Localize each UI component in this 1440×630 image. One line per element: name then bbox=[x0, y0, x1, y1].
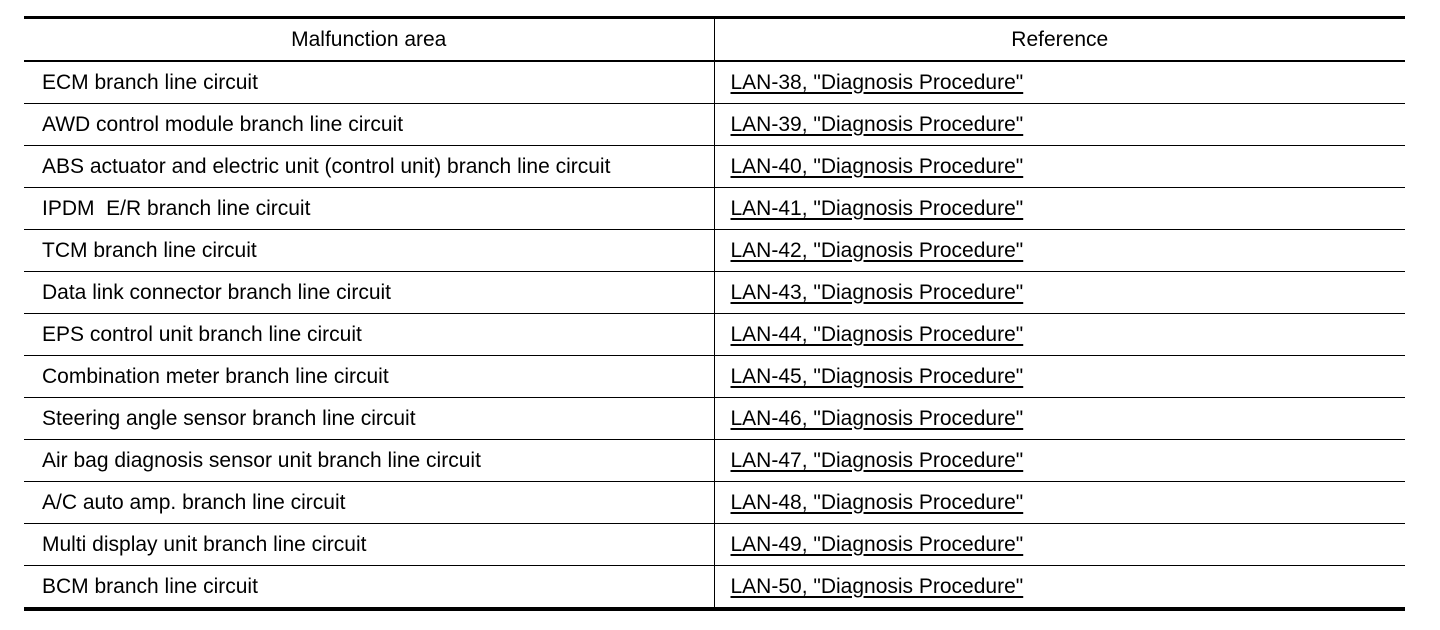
reference-cell bbox=[714, 482, 1405, 524]
reference-link[interactable]: LAN-49, "Diagnosis Procedure" bbox=[730, 532, 1024, 556]
reference-link[interactable]: LAN-39, "Diagnosis Procedure" bbox=[730, 112, 1024, 136]
diagnosis-reference-table-container bbox=[24, 16, 1405, 611]
malfunction-area-cell: Combination meter branch line circuit bbox=[24, 356, 714, 398]
table-row bbox=[24, 104, 1405, 146]
malfunction-area-cell: Multi display unit branch line circuit bbox=[24, 524, 714, 566]
reference-link[interactable]: LAN-47, "Diagnosis Procedure" bbox=[730, 448, 1024, 472]
reference-link[interactable]: LAN-44, "Diagnosis Procedure" bbox=[730, 322, 1024, 346]
reference-link[interactable]: LAN-48, "Diagnosis Procedure" bbox=[730, 490, 1024, 514]
reference-link[interactable]: LAN-43, "Diagnosis Procedure" bbox=[730, 280, 1024, 304]
malfunction-area-cell: ECM branch line circuit bbox=[24, 61, 714, 104]
reference-link[interactable]: LAN-46, "Diagnosis Procedure" bbox=[730, 406, 1024, 430]
table-row bbox=[24, 356, 1405, 398]
reference-cell bbox=[714, 104, 1405, 146]
column-header-malfunction-area: Malfunction area bbox=[24, 18, 714, 62]
table-row bbox=[24, 440, 1405, 482]
malfunction-area-cell: AWD control module branch line circuit bbox=[24, 104, 714, 146]
reference-cell bbox=[714, 272, 1405, 314]
table-body bbox=[24, 61, 1405, 609]
table-row bbox=[24, 230, 1405, 272]
table-row bbox=[24, 482, 1405, 524]
malfunction-area-cell: Data link connector branch line circuit bbox=[24, 272, 714, 314]
reference-link[interactable]: LAN-41, "Diagnosis Procedure" bbox=[730, 196, 1024, 220]
table-row bbox=[24, 314, 1405, 356]
reference-cell bbox=[714, 188, 1405, 230]
malfunction-area-cell: Steering angle sensor branch line circuit bbox=[24, 398, 714, 440]
malfunction-area-cell: IPDM E/R branch line circuit bbox=[24, 188, 714, 230]
malfunction-area-cell: EPS control unit branch line circuit bbox=[24, 314, 714, 356]
reference-cell bbox=[714, 146, 1405, 188]
reference-cell bbox=[714, 566, 1405, 610]
malfunction-area-cell: TCM branch line circuit bbox=[24, 230, 714, 272]
table-header-row bbox=[24, 18, 1405, 62]
column-header-reference: Reference bbox=[714, 18, 1405, 62]
malfunction-area-cell: A/C auto amp. branch line circuit bbox=[24, 482, 714, 524]
reference-cell bbox=[714, 524, 1405, 566]
reference-cell bbox=[714, 398, 1405, 440]
malfunction-area-cell: Air bag diagnosis sensor unit branch line circuit bbox=[24, 440, 714, 482]
reference-cell bbox=[714, 230, 1405, 272]
table-header bbox=[24, 18, 1405, 62]
reference-link[interactable]: LAN-42, "Diagnosis Procedure" bbox=[730, 238, 1024, 262]
table-row bbox=[24, 566, 1405, 610]
reference-link[interactable]: LAN-45, "Diagnosis Procedure" bbox=[730, 364, 1024, 388]
diagnosis-reference-table bbox=[24, 16, 1405, 611]
reference-link[interactable]: LAN-40, "Diagnosis Procedure" bbox=[730, 154, 1024, 178]
malfunction-area-cell: ABS actuator and electric unit (control unit) branch line circuit bbox=[24, 146, 714, 188]
reference-cell bbox=[714, 314, 1405, 356]
reference-link[interactable]: LAN-50, "Diagnosis Procedure" bbox=[730, 574, 1024, 598]
table-row bbox=[24, 61, 1405, 104]
reference-link[interactable]: LAN-38, "Diagnosis Procedure" bbox=[730, 70, 1024, 94]
table-row bbox=[24, 524, 1405, 566]
reference-cell bbox=[714, 61, 1405, 104]
table-row bbox=[24, 146, 1405, 188]
table-row bbox=[24, 272, 1405, 314]
malfunction-area-cell: BCM branch line circuit bbox=[24, 566, 714, 610]
reference-cell bbox=[714, 356, 1405, 398]
table-row bbox=[24, 398, 1405, 440]
table-row bbox=[24, 188, 1405, 230]
reference-cell bbox=[714, 440, 1405, 482]
